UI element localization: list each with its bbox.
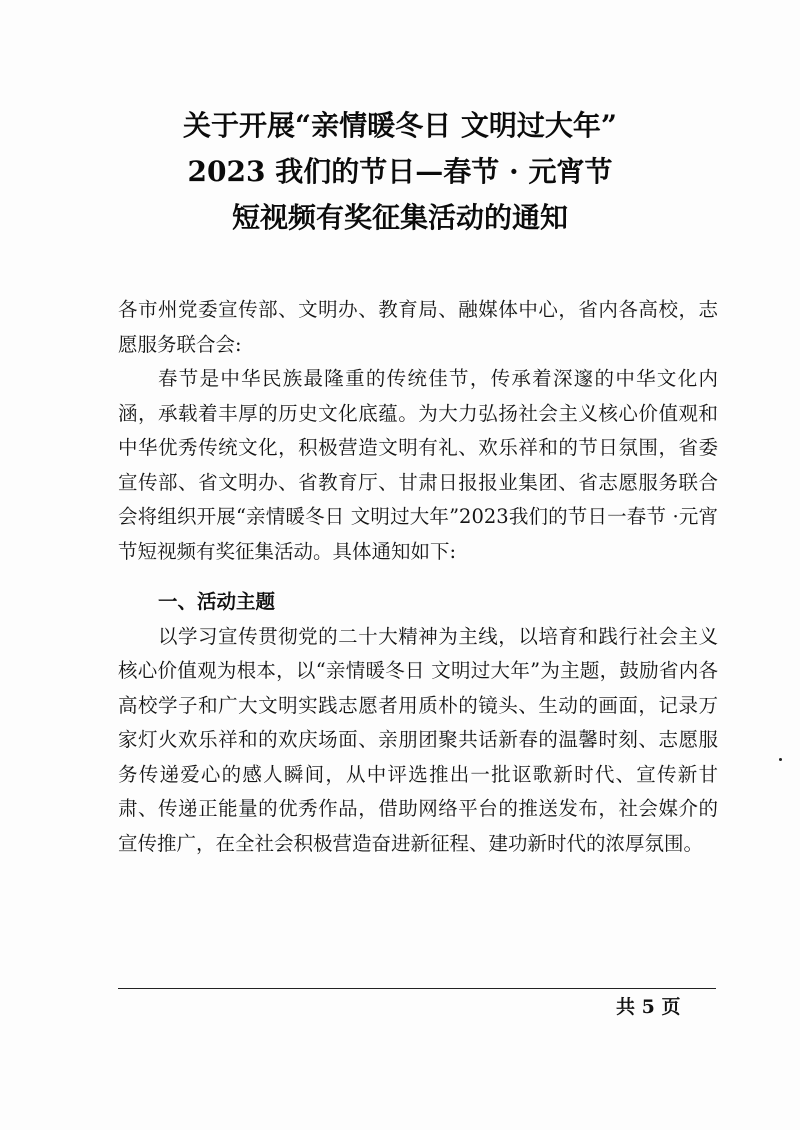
section-heading-theme: 一、活动主题: [158, 590, 276, 613]
intro-paragraph: 春节是中华民族最隆重的传统佳节，传承着深邃的中华文化内涵，承载着丰厚的历史文化底蕴。为大力弘扬社会主义核心价值观和中华优秀传统文化，积极营造文明有礼、欢乐祥和的节日氛围，省委宣传部、省文明办、省教育厅、甘肃日报报业集团、省志愿服务联合会将组织开展“亲情暖冬日 文明过大年”2023我们的节日一春节 ·元宵节短视频有奖征集活动。具体通知如下:: [118, 367, 718, 563]
title-line-2: 2023 我们的节日—春节 · 元宵节: [187, 155, 613, 188]
recipients-paragraph: 各市州党委宣传部、文明办、教育局、融媒体中心，省内各高校，志愿服务联合会:: [118, 298, 718, 356]
scan-speck: [779, 758, 782, 761]
title-line-3: 短视频有奖征集活动的通知: [231, 201, 568, 234]
theme-paragraph: 以学习宣传贯彻党的二十大精神为主线，以培育和践行社会主义核心价值观为根本，以“亲情暖冬日 文明过大年”为主题，鼓励省内各高校学子和广大文明实践志愿者用质朴的镜头、生动的画面，记录万家灯火欢乐祥和的欢庆场面、亲朋团聚共话新春的温馨时刻、志愿服务传递爱心的感人瞬间，从中评选推出一批讴歌新时代、宣传新甘肃、传递正能量的优秀作品，借助网络平台的推送发布，社会媒介的宣传推广，在全社会积极营造奋进新征程、建功新时代的浓厚氛围。: [118, 624, 718, 855]
page-count: 共 5 页: [616, 996, 681, 1018]
title-line-1: 关于开展“亲情暖冬日 文明过大年”: [183, 109, 617, 142]
document-body: [118, 293, 718, 861]
document-title: [100, 103, 700, 241]
footer-rule: [118, 988, 716, 989]
